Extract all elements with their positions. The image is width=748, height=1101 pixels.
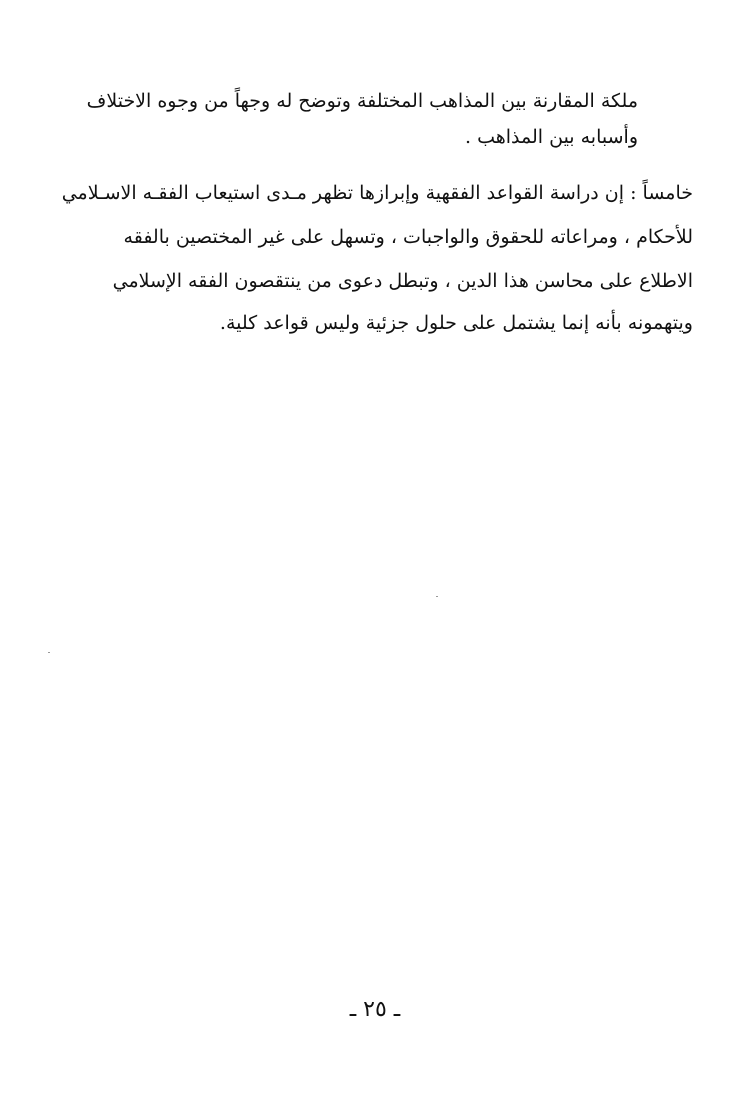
paragraph-comparison [68,86,638,166]
paragraph-line-with-label [62,178,693,208]
paragraph-line: ويتهمونه بأنه إنما يشتمل على حلول جزئية وليس قواعد كلية. [219,312,693,334]
scan-speck [436,596,438,597]
paragraph-line: للأحكام ، ومراعاته للحقوق والواجبات ، وتسهل على غير المختصين بالفقه [123,226,693,248]
paragraph-fifth [53,178,693,338]
paragraph-line: الاطلاع على محاسن هذا الدين ، وتبطل دعوى من ينتقصون الفقه الإسلامي [112,270,693,292]
paragraph-line: وأسبابه بين المذاهب . [465,126,638,148]
scan-speck [48,652,50,653]
section-label: خامساً : [630,182,693,204]
paragraph-line: ملكة المقارنة بين المذاهب المختلفة وتوضح له وجهاً من وجوه الاختلاف [86,90,638,112]
page-number: ـ ٢٥ ـ [349,997,401,1022]
paragraph-text: إن دراسة القواعد الفقهية وإبرازها تظهر مـدى استيعاب الفقـه الاسـلامي [61,182,625,204]
